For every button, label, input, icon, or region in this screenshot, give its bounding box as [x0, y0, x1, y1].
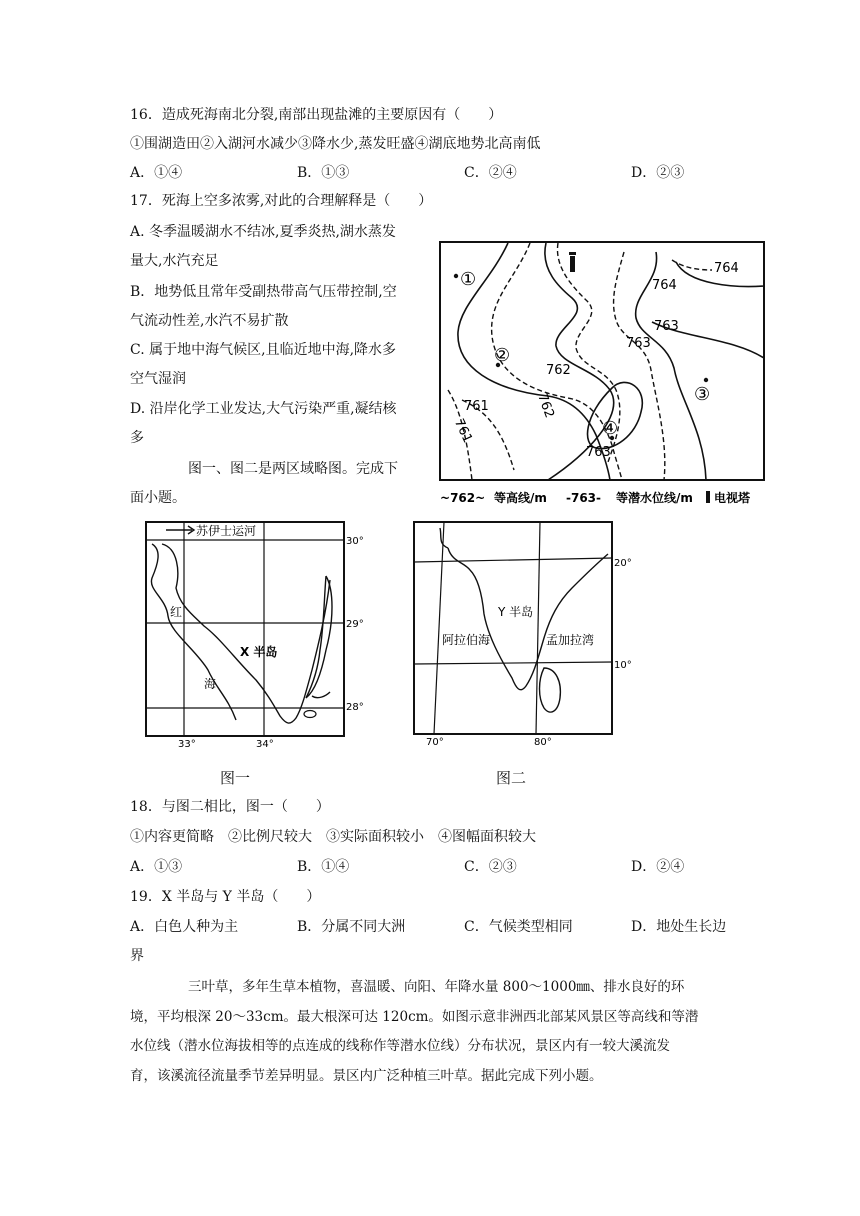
- tv-tower-icon: [569, 252, 576, 272]
- legend-contour-sample: ~762~: [440, 491, 486, 505]
- point-3-label: ③: [694, 384, 711, 405]
- q16-option-d[interactable]: D．②③: [631, 165, 685, 181]
- q17-option-b[interactable]: B．地势低且常年受副热带高气压带控制,空: [130, 284, 397, 300]
- contour-label-762: 762: [534, 391, 557, 421]
- q17-option-c[interactable]: C. 属于地中海气候区,且临近地中海,降水多: [130, 342, 397, 358]
- map1-lat-28: 28°: [346, 702, 364, 713]
- q18-stem: 18．与图二相比，图一（ ）: [130, 799, 330, 815]
- point-1-label: ①: [460, 269, 477, 290]
- figure-intro-wrap: 面小题。: [130, 490, 186, 506]
- map2-frame: [414, 522, 612, 734]
- map-figure-1: [140, 520, 380, 750]
- q19-option-c[interactable]: C．气候类型相同: [464, 919, 573, 935]
- q16-choices: ①围湖造田②入湖河水减少③降水少,蒸发旺盛④湖底地势北高南低: [130, 136, 541, 152]
- point-2-label: ②: [494, 345, 511, 366]
- contour-label-763: 763: [626, 336, 651, 351]
- map2-lon-70: 70°: [426, 737, 444, 748]
- q17-option-a[interactable]: A. 冬季温暖湖水不结冰,夏季炎热,湖水蒸发: [130, 224, 396, 240]
- legend-water-sample: -763-: [566, 491, 602, 505]
- contour-label-764: 764: [652, 278, 677, 293]
- x-peninsula-label: X 半岛: [240, 645, 278, 659]
- water-label-763b: 763: [586, 445, 611, 460]
- q17-stem: 17．死海上空多浓雾,对此的合理解释是（ ）: [130, 193, 433, 209]
- passage-line-4: 育，该溪流径流量季节差异明显。景区内广泛种植三叶草。据此完成下列小题。: [130, 1068, 603, 1084]
- map-figure-2: [408, 518, 648, 748]
- red-sea-label-1: 红: [170, 605, 183, 619]
- y-peninsula-label: Y 半岛: [498, 605, 534, 619]
- map1-lat-30: 30°: [346, 536, 364, 547]
- q18-choices: ①内容更简略 ②比例尺较大 ③实际面积较小 ④图幅面积较大: [130, 829, 536, 845]
- legend-water-label: 等潜水位线/m: [616, 491, 693, 505]
- q17-option-c-wrap: 空气湿润: [130, 371, 186, 387]
- q16-option-a[interactable]: A．①④: [130, 165, 183, 181]
- map1-lat-29: 29°: [346, 619, 364, 630]
- map1-lon-33: 33°: [178, 739, 196, 750]
- q19-option-a[interactable]: A．白色人种为主: [130, 919, 239, 935]
- map1-frame: [146, 522, 344, 736]
- contour-label-761: 761: [464, 399, 489, 414]
- q19-option-d-wrap: 界: [130, 948, 144, 964]
- q16-stem: 16．造成死海南北分裂,南部出现盐滩的主要原因有（ ）: [130, 107, 503, 123]
- bay-of-bengal-label: 孟加拉湾: [546, 633, 595, 647]
- point-1-marker: [454, 274, 458, 278]
- contour-map-legend: [440, 490, 751, 505]
- q16-option-b[interactable]: B．①③: [297, 165, 350, 181]
- q19-option-b[interactable]: B．分属不同大洲: [297, 919, 406, 935]
- canal-label: 苏伊士运河: [196, 524, 257, 538]
- map2-caption: 图二: [496, 769, 527, 787]
- legend-tower-label: 电视塔: [714, 491, 751, 505]
- q18-option-c[interactable]: C．②③: [464, 859, 517, 875]
- map1-lon-34: 34°: [256, 739, 274, 750]
- water-label-764: 764: [714, 261, 739, 276]
- q19-option-d[interactable]: D．地处生长边: [631, 919, 727, 935]
- q16-option-c[interactable]: C．②④: [464, 165, 517, 181]
- legend-tower-icon: [706, 491, 710, 503]
- arabian-sea-label: 阿拉伯海: [442, 633, 491, 647]
- q18-option-d[interactable]: D．②④: [631, 859, 685, 875]
- point-4-label: ④: [602, 418, 619, 439]
- legend-contour-label: 等高线/m: [494, 491, 547, 505]
- map2-lon-80: 80°: [534, 737, 552, 748]
- passage-line-1: 三叶草，多年生草本植物，喜温暖、向阳、年降水量 800～1000㎜、排水良好的环: [188, 979, 685, 995]
- passage-line-3: 水位线（潜水位海拔相等的点连成的线称作等潜水位线）分布状况，景区内有一较大溪流发: [130, 1038, 670, 1054]
- water-label-761: 761: [450, 416, 475, 446]
- q17-option-d-wrap: 多: [130, 430, 144, 446]
- q17-option-a-wrap: 量大,水汽充足: [130, 253, 219, 269]
- contour-map: [436, 240, 772, 512]
- q18-option-a[interactable]: A．①③: [130, 859, 183, 875]
- red-sea-label-2: 海: [204, 677, 217, 691]
- map1-caption: 图一: [220, 769, 251, 787]
- passage-line-2: 境，平均根深 20～33cm。最大根深可达 120cm。如图示意非洲西北部某风景区等高线和等潜: [130, 1009, 699, 1025]
- q19-stem: 19．X 半岛与 Y 半岛（ ）: [130, 889, 321, 905]
- water-label-763: 763: [654, 319, 679, 334]
- q18-option-b[interactable]: B．①④: [297, 859, 350, 875]
- map2-lat-10: 10°: [614, 660, 632, 671]
- water-label-762: 762: [546, 363, 571, 378]
- figure-intro: 图一、图二是两区域略图。完成下: [188, 461, 398, 477]
- q17-option-d[interactable]: D. 沿岸化学工业发达,大气污染严重,凝结核: [130, 401, 397, 417]
- q17-option-b-wrap: 气流动性差,水汽不易扩散: [130, 313, 289, 329]
- point-3-marker: [704, 378, 708, 382]
- map2-lat-20: 20°: [614, 558, 632, 569]
